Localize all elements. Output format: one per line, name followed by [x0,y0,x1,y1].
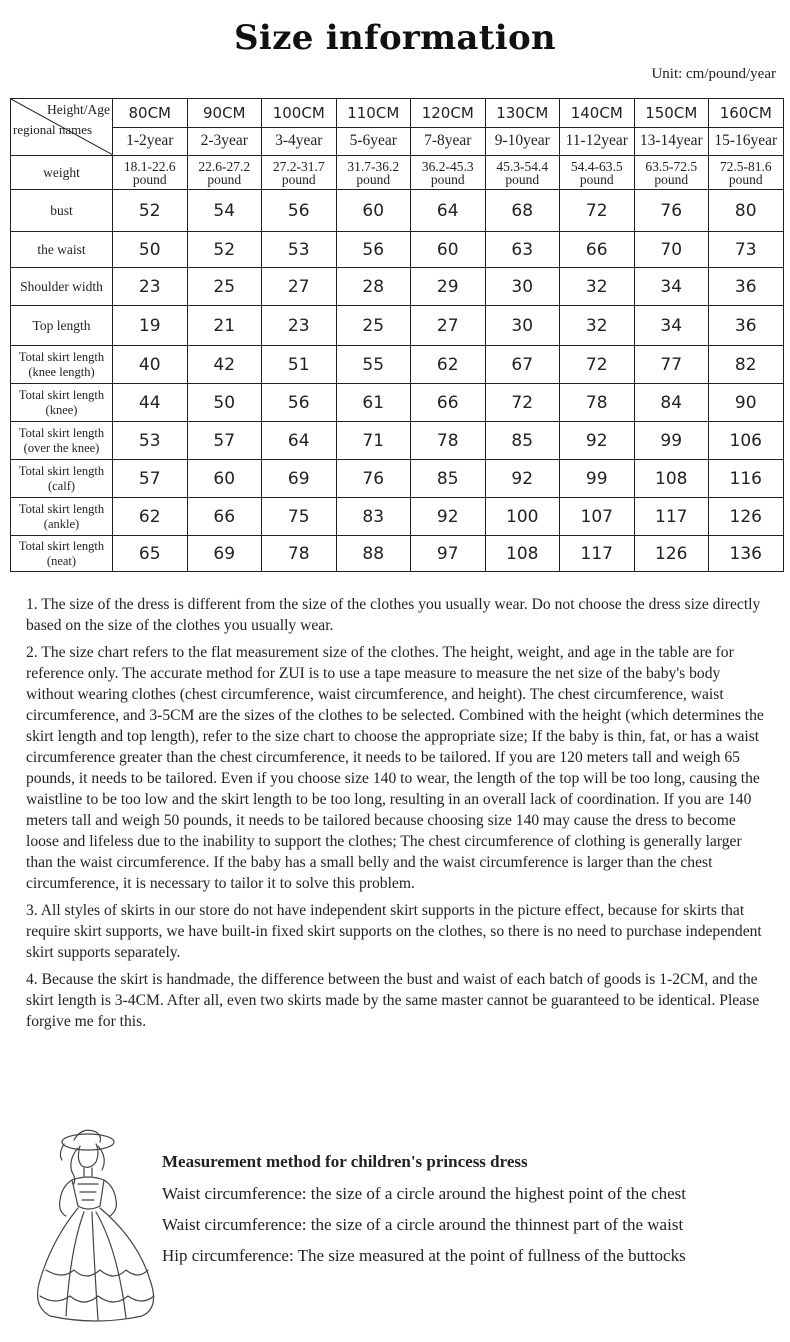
value-cell: 78 [411,422,486,460]
value-cell: 126 [709,498,784,536]
row-label: Total skirt length [18,425,105,440]
value-cell: 56 [336,232,411,268]
value-cell: 82 [709,346,784,384]
value-cell: 64 [262,422,337,460]
weight-unit: pound [728,171,763,187]
value-cell: 63 [485,232,560,268]
row-label-cell [11,498,113,536]
value-cell: 36 [709,268,784,306]
value-cell: 66 [411,384,486,422]
age-cell: 5-6year [336,127,411,156]
value-cell: 108 [485,536,560,572]
measurement-line-chest: Waist circumference: the size of a circle around the highest point of the chest [162,1184,687,1203]
value-cell: 77 [634,346,709,384]
table-row [11,232,784,268]
weight-unit: pound [356,171,391,187]
weight-cell [411,156,486,190]
age-cell: 13-14year [634,127,709,156]
value-cell: 30 [485,268,560,306]
weight-cell [560,156,635,190]
value-cell: 56 [262,384,337,422]
measurement-line-hip: Hip circumference: The size measured at the point of fullness of the buttocks [162,1246,686,1265]
value-cell: 56 [262,190,337,232]
weight-unit: pound [654,171,689,187]
row-label: Total skirt length [18,538,105,553]
weight-unit: pound [505,171,540,187]
weight-range: 31.7-36.2 [347,158,400,174]
weight-cell [709,156,784,190]
note-2: 2. The size chart refers to the flat measurement size of the clothes. The height, weight, and age in the table are for reference only. The accurate method for ZUI is to use a tape measure to measure the net size of the baby's body without wearing clothes (chest circumference, waist circumference, and height). The chest circumference, waist circumference, and 3-5CM are the sizes of the clothes to be selected. Combined with the height (which determines the skirt length and top length), refer to the size chart to choose the appropriate size; If the baby is thin, fat, or has a waist circumference greater than the chest circumference, it needs to be tailored. If you are 120 meters tall and weigh 65 pounds, it needs to be tailored. Even if you choose size 140 to wear, the length of the top will be too long, causing the waistline to be too low and the skirt length to be too long, resulting in an overall lack of coordination. If you are 140 meters tall and weigh 50 pounds, it needs to be tailored because choosing size 140 may cause the dress to become loose and lifeless due to the inability to support the clothes; The chest circumference of clothing is generally larger than the waist circumference. If the baby has a small belly and the waist circumference is larger than the chest circumference, it is necessary to tailor it to solve this problem. [26,644,764,892]
notes-section [26,594,771,1038]
value-cell: 28 [336,268,411,306]
value-cell: 27 [262,268,337,306]
value-cell: 117 [634,498,709,536]
value-cell: 72 [560,346,635,384]
size-header-cell: 80CM [113,99,188,128]
value-cell: 108 [634,460,709,498]
age-cell: 9-10year [485,127,560,156]
value-cell: 66 [187,498,262,536]
measurement-section [162,1152,782,1277]
value-cell: 66 [560,232,635,268]
value-cell: 117 [560,536,635,572]
table-row [11,536,784,572]
value-cell: 60 [411,232,486,268]
value-cell: 69 [262,460,337,498]
value-cell: 126 [634,536,709,572]
row-label: Total skirt length [18,349,105,364]
value-cell: 23 [262,306,337,346]
row-label-cell [11,460,113,498]
value-cell: 54 [187,190,262,232]
unit-label: Unit: cm/pound/year [651,66,776,82]
note-4: 4. Because the skirt is handmade, the difference between the bust and waist of each batch of goods is 1-2CM, and the skirt length is 3-4CM. After all, even two skirts made by the same master cannot be guaranteed to be identical. Please forgive me for this. [26,971,760,1030]
weight-range: 36.2-45.3 [421,158,474,174]
value-cell: 92 [560,422,635,460]
row-sublabel: (ankle) [43,516,80,531]
size-header-cell: 140CM [560,99,635,128]
weight-unit: pound [132,171,167,187]
value-cell: 60 [336,190,411,232]
value-cell: 62 [411,346,486,384]
row-label: Top length [32,317,91,333]
age-cell: 2-3year [187,127,262,156]
weight-unit: pound [579,171,614,187]
row-label: Shoulder width [20,278,103,294]
value-cell: 78 [560,384,635,422]
measurement-line-waist: Waist circumference: the size of a circle around the thinnest part of the waist [162,1215,684,1234]
size-table [10,98,784,572]
value-cell: 36 [709,306,784,346]
value-cell: 76 [336,460,411,498]
page-title: Size information [234,18,556,58]
size-header-cell: 110CM [336,99,411,128]
weight-cell [634,156,709,190]
row-sublabel: (over the knee) [23,440,100,455]
row-label-cell [11,536,113,572]
row-label-cell [11,190,113,232]
value-cell: 57 [113,460,188,498]
table-row [11,422,784,460]
table-row [11,460,784,498]
weight-unit: pound [207,171,242,187]
value-cell: 34 [634,268,709,306]
row-label-cell [11,422,113,460]
value-cell: 60 [187,460,262,498]
value-cell: 52 [113,190,188,232]
row-label-cell [11,346,113,384]
value-cell: 80 [709,190,784,232]
value-cell: 50 [113,232,188,268]
value-cell: 44 [113,384,188,422]
row-sublabel: (knee length) [28,364,95,379]
value-cell: 23 [113,268,188,306]
size-header-cell: 130CM [485,99,560,128]
weight-cell [262,156,337,190]
weight-range: 54.4-63.5 [570,158,623,174]
value-cell: 78 [262,536,337,572]
weight-range: 27.2-31.7 [272,158,325,174]
value-cell: 21 [187,306,262,346]
row-sublabel: (neat) [46,553,77,568]
value-cell: 88 [336,536,411,572]
table-row [11,268,784,306]
value-cell: 136 [709,536,784,572]
row-sublabel: (calf) [47,478,76,493]
table-row [11,306,784,346]
weight-cell [336,156,411,190]
value-cell: 71 [336,422,411,460]
row-label: Total skirt length [18,463,105,478]
value-cell: 84 [634,384,709,422]
value-cell: 72 [560,190,635,232]
weight-range: 22.6-27.2 [198,158,251,174]
regional-names-label: regional names [13,122,93,137]
value-cell: 57 [187,422,262,460]
value-cell: 92 [411,498,486,536]
weight-cell [187,156,262,190]
value-cell: 100 [485,498,560,536]
value-cell: 75 [262,498,337,536]
weight-unit: pound [430,171,465,187]
value-cell: 85 [411,460,486,498]
size-header-cell: 100CM [262,99,337,128]
size-header-cell: 120CM [411,99,486,128]
weight-cell [113,156,188,190]
value-cell: 53 [113,422,188,460]
value-cell: 70 [634,232,709,268]
age-cell: 15-16year [709,127,784,156]
value-cell: 107 [560,498,635,536]
weight-unit: pound [281,171,316,187]
value-cell: 69 [187,536,262,572]
height-age-label: Height/Age [47,102,110,117]
value-cell: 90 [709,384,784,422]
value-cell: 51 [262,346,337,384]
princess-dress-sketch-icon [22,1120,170,1330]
value-cell: 116 [709,460,784,498]
note-1: 1. The size of the dress is different from the size of the clothes you usually wear. Do not choose the dress size directly based on the size of the clothes you usually wear. [26,596,761,634]
value-cell: 27 [411,306,486,346]
size-header-cell: 160CM [709,99,784,128]
age-cell: 1-2year [113,127,188,156]
row-label: Total skirt length [18,387,105,402]
value-cell: 29 [411,268,486,306]
value-cell: 99 [634,422,709,460]
value-cell: 76 [634,190,709,232]
value-cell: 85 [485,422,560,460]
weight-range: 18.1-22.6 [123,158,176,174]
value-cell: 42 [187,346,262,384]
table-corner-cell [11,99,113,156]
value-cell: 67 [485,346,560,384]
row-label: Total skirt length [18,501,105,516]
size-header-cell: 150CM [634,99,709,128]
value-cell: 19 [113,306,188,346]
row-label: the waist [37,241,86,257]
value-cell: 55 [336,346,411,384]
value-cell: 99 [560,460,635,498]
size-header-cell: 90CM [187,99,262,128]
row-sublabel: (knee) [45,402,78,417]
value-cell: 65 [113,536,188,572]
measurement-title: Measurement method for children's princess dress [162,1152,528,1171]
table-row [11,346,784,384]
value-cell: 52 [187,232,262,268]
weight-range: 45.3-54.4 [496,158,549,174]
weight-label: weight [11,156,113,190]
row-label-cell [11,306,113,346]
value-cell: 68 [485,190,560,232]
value-cell: 53 [262,232,337,268]
value-cell: 97 [411,536,486,572]
weight-cell [485,156,560,190]
note-3: 3. All styles of skirts in our store do not have independent skirt supports in the picture effect, because for skirts that require skirt supports, we have built-in fixed skirt supports on the clothes, so there is no need to purchase independent skirt supports separately. [26,902,762,961]
row-label: bust [50,202,73,218]
table-row [11,498,784,536]
value-cell: 72 [485,384,560,422]
row-label-cell [11,268,113,306]
value-cell: 92 [485,460,560,498]
value-cell: 50 [187,384,262,422]
value-cell: 83 [336,498,411,536]
value-cell: 25 [187,268,262,306]
value-cell: 106 [709,422,784,460]
value-cell: 62 [113,498,188,536]
value-cell: 30 [485,306,560,346]
age-cell: 7-8year [411,127,486,156]
value-cell: 25 [336,306,411,346]
value-cell: 32 [560,268,635,306]
age-cell: 3-4year [262,127,337,156]
value-cell: 73 [709,232,784,268]
row-label-cell [11,384,113,422]
weight-range: 72.5-81.6 [719,158,772,174]
age-cell: 11-12year [560,127,635,156]
value-cell: 64 [411,190,486,232]
row-label-cell [11,232,113,268]
value-cell: 34 [634,306,709,346]
value-cell: 61 [336,384,411,422]
weight-range: 63.5-72.5 [645,158,698,174]
table-row [11,384,784,422]
value-cell: 40 [113,346,188,384]
value-cell: 32 [560,306,635,346]
table-row [11,190,784,232]
